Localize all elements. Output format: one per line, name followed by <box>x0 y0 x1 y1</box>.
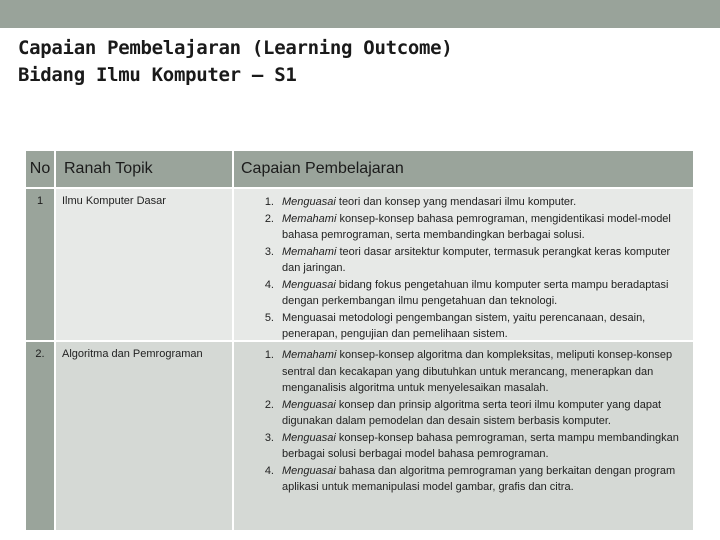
item-number: 1. <box>264 349 274 361</box>
title-line-2: Bidang Ilmu Komputer – S1 <box>18 64 297 86</box>
item-verb: Memahami <box>282 349 337 361</box>
item-text <box>282 463 687 496</box>
item-body: konsep dan prinsip algoritma serta teori ilmu komputer yang dapat digunakan dalam pemodelan dan desain sistem berbasis komputer. <box>282 398 662 427</box>
item-number: 1. <box>264 196 274 208</box>
header-no: No <box>26 151 54 187</box>
list-item <box>252 244 687 277</box>
item-number: 3. <box>264 431 274 444</box>
list-item <box>252 194 687 211</box>
item-text <box>282 244 687 277</box>
list-item <box>252 347 687 397</box>
item-number: 2. <box>264 398 274 411</box>
item-verb: Menguasai <box>282 431 336 444</box>
outcome-list <box>252 347 687 496</box>
item-body: teori dan konsep yang mendasari ilmu komputer. <box>335 196 577 208</box>
item-body: bidang fokus pengetahuan ilmu komputer serta mampu beradaptasi dengan perkembangan ilmu pengetahuan dan teknologi. <box>282 278 669 307</box>
item-verb: Menguasai <box>282 398 336 411</box>
row-2-no: 2. <box>26 342 54 530</box>
top-band <box>0 0 720 28</box>
list-item <box>252 430 687 463</box>
item-number: 5. <box>264 311 274 324</box>
item-verb: Menguasai <box>282 278 336 291</box>
header-topic: Ranah Topik <box>56 151 232 187</box>
item-text <box>282 277 687 310</box>
item-verb: Menguasai <box>282 196 336 208</box>
item-verb: Memahami <box>282 245 337 258</box>
item-verb: Menguasai <box>282 464 336 477</box>
item-number: 2. <box>264 212 274 225</box>
item-number: 4. <box>264 278 274 291</box>
item-text <box>282 211 687 244</box>
item-body: konsep-konsep bahasa pemrograman, mengidentikasi model-model bahasa pemrograman, serta membandingkan berbagai solusi. <box>282 212 671 241</box>
list-item <box>252 397 687 430</box>
list-item <box>252 463 687 496</box>
item-verb: Memahami <box>282 212 337 225</box>
item-number: 3. <box>264 245 274 258</box>
list-item <box>252 277 687 310</box>
row-1-outcomes <box>234 189 693 340</box>
item-text <box>282 430 687 463</box>
item-body: konsep-konsep bahasa pemrograman, serta mampu membandingkan berbagai solusi berbagai model bahasa pemrograman. <box>282 431 679 460</box>
row-1-topic: Ilmu Komputer Dasar <box>56 189 232 340</box>
item-text <box>282 397 687 430</box>
item-body: bahasa dan algoritma pemrograman yang berkaitan dengan program aplikasi untuk memanipulasi model gambar, grafis dan citra. <box>282 464 676 493</box>
list-item <box>252 211 687 244</box>
title-line-1: Capaian Pembelajaran (Learning Outcome) <box>18 37 453 59</box>
item-text <box>282 194 687 211</box>
outcome-table <box>26 151 693 530</box>
item-body: teori dasar arsitektur komputer, termasuk perangkat keras komputer dan jaringan. <box>282 245 671 274</box>
item-number: 4. <box>264 464 274 477</box>
outcome-list <box>252 194 687 343</box>
row-1-no: 1 <box>26 189 54 340</box>
row-2-outcomes <box>234 342 693 530</box>
header-outcome: Capaian Pembelajaran <box>234 151 693 187</box>
slide-title <box>18 35 452 89</box>
item-text <box>282 347 687 397</box>
list-item <box>252 310 687 343</box>
row-2-topic: Algoritma dan Pemrograman <box>56 342 232 530</box>
item-text <box>282 310 687 343</box>
item-body: konsep-konsep algoritma dan kompleksitas, meliputi konsep-konsep sentral dan kecakapan yang dibutuhkan untuk merancang, menerapkan dan menganalisis algoritma untuk menyelesaikan masalah. <box>282 349 673 394</box>
item-body: Menguasai metodologi pengembangan sistem, yaitu perencanaan, desain, penerapan, pengujian dan pemelihaan sistem. <box>282 311 646 340</box>
